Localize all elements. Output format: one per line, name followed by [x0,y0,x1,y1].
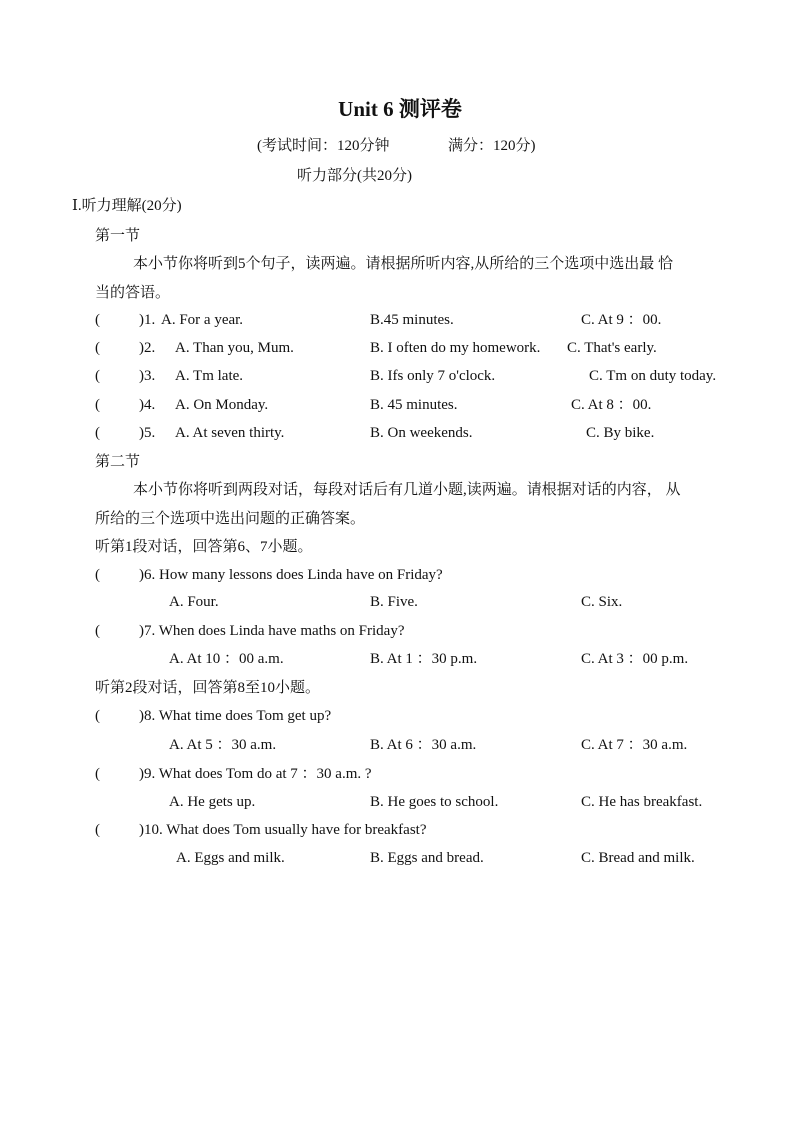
option-a: A. At 5 ：30 a.m. [169,737,277,753]
question-number: )4. [139,397,156,413]
option-b: B. At 6 ：30 a.m. [370,737,477,753]
dialogue1-instruction: 听第1段对话，回答第6、7小题。 [95,539,313,555]
option-b: B. I often do my homework. [370,340,541,356]
option-c: C. That's early. [567,340,657,356]
answer-paren: ( [95,766,100,782]
option-b: B. 45 minutes. [370,397,458,413]
question-stem: )8. What time does Tom get up? [139,708,332,724]
listening-header: 听力部分(共20分) [297,168,412,184]
option-c: C. He has breakfast. [581,794,703,810]
answer-paren: ( [95,340,100,356]
question-number: )1. [139,312,156,328]
option-b: B.45 minutes. [370,312,454,328]
question-stem: )9. What does Tom do at 7 ：30 a.m. ? [139,766,372,782]
option-c: C. Tm on duty today. [589,368,717,384]
option-b: B. At 1 ：30 p.m. [370,651,478,667]
option-a: A. Four. [169,594,219,610]
dialogue2-instruction: 听第2段对话，回答第8至10小题。 [95,680,321,696]
option-c: C. Six. [581,594,623,610]
option-a: A. At 10 ：00 a.m. [169,651,284,667]
question-number: )2. [139,340,156,356]
option-b: B. Ifs only 7 o'clock. [370,368,496,384]
exam-score: 满分：120分) [448,138,536,154]
part1-label: 第一节 [95,228,141,244]
option-b: B. Five. [370,594,418,610]
answer-paren: ( [95,623,100,639]
option-c: C. At 8 ：00. [571,397,652,413]
option-a: A. For a year. [161,312,244,328]
answer-paren: ( [95,368,100,384]
option-a: A. At seven thirty. [175,425,285,441]
question-stem: )6. How many lessons does Linda have on Friday? [139,567,443,583]
option-b: B. On weekends. [370,425,473,441]
answer-paren: ( [95,708,100,724]
exam-time: (考试时间：120分钟 [257,138,390,154]
part2-label: 第二节 [95,454,141,470]
page-title: Unit 6 测评卷 [338,97,462,121]
part2-instruction-line2: 所给的三个选项中选出问题的正确答案。 [95,511,366,527]
option-a: A. Than you, Mum. [175,340,294,356]
option-c: C. By bike. [586,425,655,441]
option-b: B. Eggs and bread. [370,850,484,866]
answer-paren: ( [95,567,100,583]
question-stem: )10. What does Tom usually have for breakfast? [139,822,427,838]
answer-paren: ( [95,822,100,838]
option-c: C. At 9 ：00. [581,312,662,328]
answer-paren: ( [95,425,100,441]
question-number: )5. [139,425,156,441]
answer-paren: ( [95,312,100,328]
option-a: A. He gets up. [169,794,256,810]
part1-instruction-line1: 本小节你将听到5个句子，读两遍。请根据所听内容,从所给的三个选项中选出最 恰 [133,256,674,272]
option-a: A. Tm late. [175,368,244,384]
part2-instruction-line1: 本小节你将听到两段对话，每段对话后有几道小题,读两遍。请根据对话的内容， 从 [133,482,681,498]
answer-paren: ( [95,397,100,413]
option-c: C. Bread and milk. [581,850,695,866]
question-stem: )7. When does Linda have maths on Friday? [139,623,405,639]
option-a: A. On Monday. [175,397,269,413]
part1-instruction-line2: 当的答语。 [95,285,171,301]
question-number: )3. [139,368,156,384]
option-a: A. Eggs and milk. [176,850,285,866]
option-c: C. At 3 ：00 p.m. [581,651,689,667]
section-heading: Ⅰ.听力理解(20分) [72,198,182,214]
option-c: C. At 7 ：30 a.m. [581,737,688,753]
option-b: B. He goes to school. [370,794,499,810]
